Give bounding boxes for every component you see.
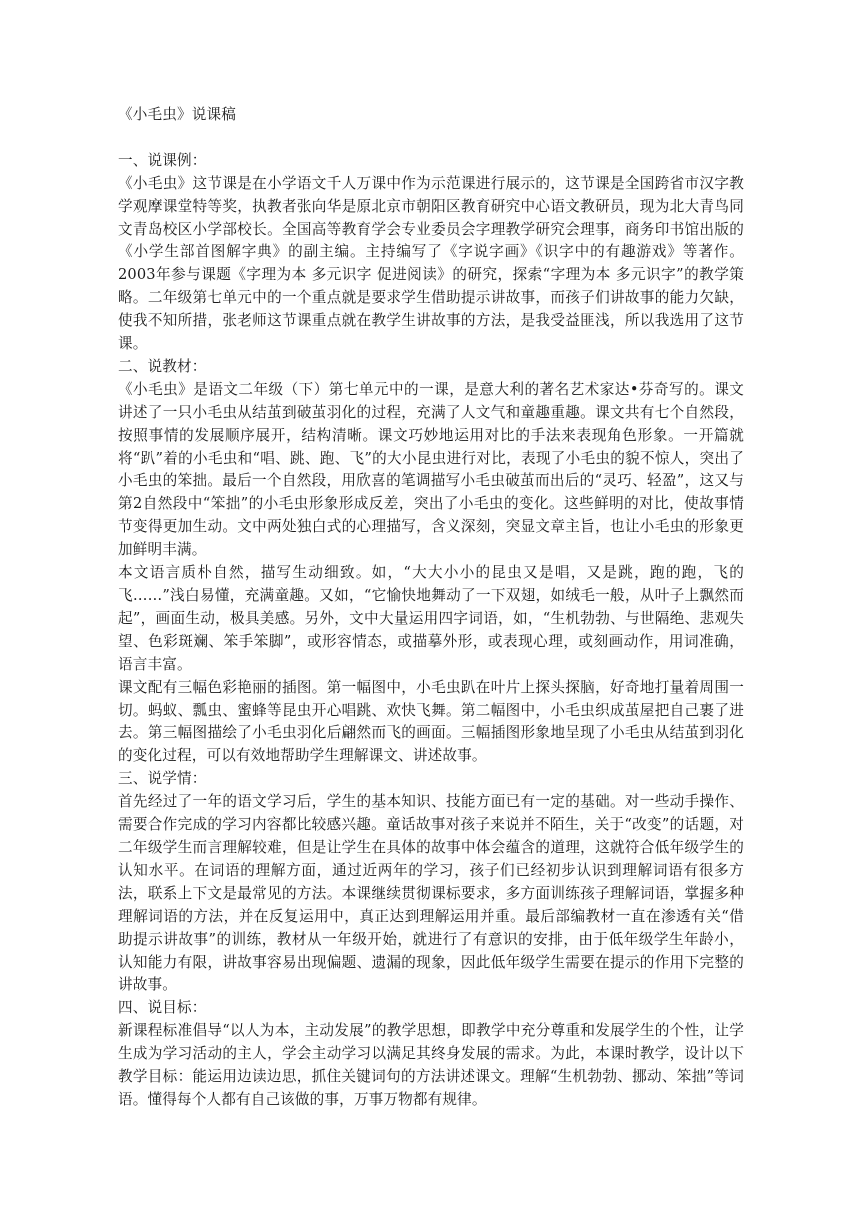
document-title: 《小毛虫》说课稿	[118, 106, 236, 123]
paragraph: 《小毛虫》是语文二年级（下）第七单元中的一课，是意大利的著名艺术家达•芬奇写的。课文讲述了一只小毛虫从结茧到破茧羽化的过程，充满了人文气和童趣重趣。课文共有七个自然段，按照事情的发展顺序展开，结构清晰。课文巧妙地运用对比的手法来表现角色形象。一开篇就将“趴”着的小毛虫和“唱、跳、跑、飞”的大小昆虫进行对比，表现了小毛虫的貌不惊人，突出了小毛虫的笨拙。最后一个自然段，用欣喜的笔调描写小毛虫破茧而出后的“灵巧、轻盈”，这又与第2自然段中“笨拙”的小毛虫形象形成反差，突出了小毛虫的变化。这些鲜明的对比，使故事情节变得更加生动。文中两处独白式的心理描写，含义深刻，突显文章主旨，也让小毛虫的形象更加鲜明丰满。	[118, 380, 744, 559]
section-objectives	[118, 997, 744, 1112]
section-heading: 四、说目标：	[118, 999, 207, 1017]
paragraph: 新课程标准倡导“以人为本，主动发展”的教学思想，即教学中充分尊重和发展学生的个性，让学生成为学习活动的主人，学会主动学习以满足其终身发展的需求。为此，本课时教学，设计以下教学目标：能运用边读边思，抓住关键词句的方法讲述课文。理解“生机勃勃、挪动、笨拙”等词语。懂得每个人都有自己该做的事，万事万物都有规律。	[118, 1022, 745, 1108]
section-heading: 二、说教材：	[118, 357, 207, 375]
paragraph: 本文语言质朴自然，描写生动细致。如，“大大小小的昆虫又是唱，又是跳，跑的跑，飞的飞……”浅白易懂，充满童趣。又如，“它愉快地舞动了一下双翅，如绒毛一般，从叶子上飘然而起”，画面生动，极具美感。另外，文中大量运用四字词语，如，“生机勃勃、与世隔绝、悲观失望、色彩斑斓、笨手笨脚”，或形容情态，或描摹外形，或表现心理，或刻画动作，用词准确，语言丰富。	[118, 564, 744, 673]
document-page	[118, 104, 744, 1112]
paragraph: 课文配有三幅色彩艳丽的插图。第一幅图中，小毛虫趴在叶片上探头探脑，好奇地打量着周围一切。蚂蚁、瓢虫、蜜蜂等昆虫开心唱跳、欢快飞舞。第二幅图中，小毛虫织成茧屋把自己裹了进去。第三幅图描绘了小毛虫羽化后翩然而飞的画面。三幅插图形象地呈现了小毛虫从结茧到羽化的变化过程，可以有效地帮助学生理解课文、讲述故事。	[118, 678, 744, 765]
section-lesson-example	[118, 150, 744, 356]
section-heading: 一、说课例：	[118, 151, 207, 169]
section-student-analysis	[118, 768, 744, 997]
paragraph: 首先经过了一年的语文学习后，学生的基本知识、技能方面已有一定的基础。对一些动手操作、需要合作完成的学习内容都比较感兴趣。童话故事对孩子来说并不陌生，关于“改变”的话题，对二年级学生而言理解较难，但是让学生在具体的故事中体会蕴含的道理，这就符合低年级学生的认知水平。在词语的理解方面，通过近两年的学习，孩子们已经初步认识到理解词语有很多方法，联系上下文是最常见的方法。本课继续贯彻课标要求，多方面训练孩子理解词语，掌握多种理解词语的方法，并在反复运用中，真正达到理解运用并重。最后部编教材一直在渗透有关“借助提示讲故事”的训练，教材从一年级开始，就进行了有意识的安排，由于低年级学生年龄小，认知能力有限，讲故事容易出现偏题、遗漏的现象，因此低年级学生需要在提示的作用下完整的讲故事。	[118, 793, 744, 994]
section-heading: 三、说学情：	[118, 770, 207, 788]
section-textbook	[118, 356, 744, 768]
paragraph: 《小毛虫》这节课是在小学语文千人万课中作为示范课进行展示的，这节课是全国跨省市汉字教学观摩课堂特等奖，执教者张向华是原北京市朝阳区教育研究中心语文教研员，现为北大青鸟同文青岛校区小学部校长。全国高等教育学会专业委员会字理教学研究会理事，商务印书馆出版的《小学生部首图解字典》的副主编。主持编写了《字说字画》《识字中的有趣游戏》等著作。2003年参与课题《字理为本 多元识字 促进阅读》的研究，探索“字理为本 多元识字”的教学策略。二年级第七单元中的一个重点就是要求学生借助提示讲故事，而孩子们讲故事的能力欠缺，使我不知所措，张老师这节课重点就在教学生讲故事的方法，是我受益匪浅，所以我选用了这节课。	[118, 174, 744, 353]
